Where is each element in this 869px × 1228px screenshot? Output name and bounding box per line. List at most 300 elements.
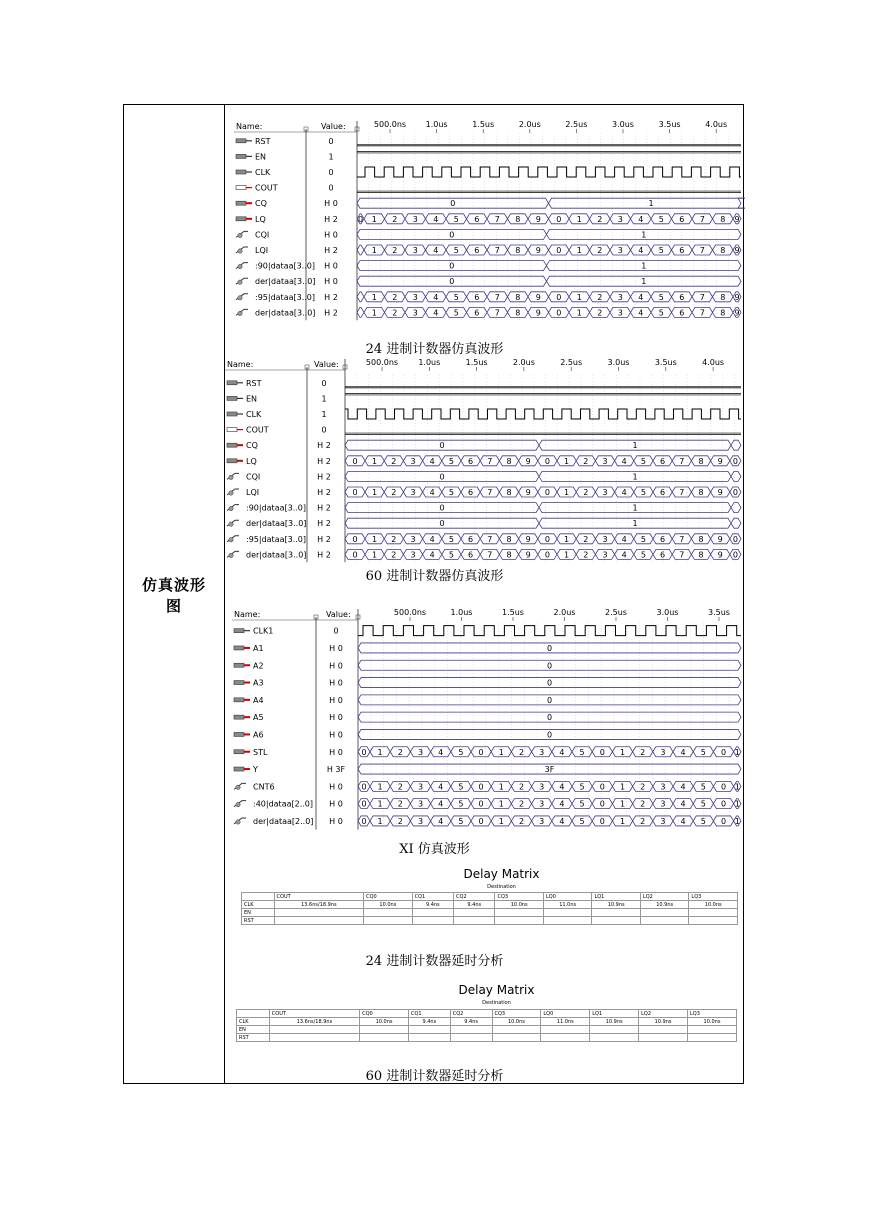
signal-value: H 2 <box>317 519 331 529</box>
svg-text:8: 8 <box>720 292 726 302</box>
signal-name: CQI <box>246 472 261 482</box>
signal-value: H 0 <box>329 695 343 705</box>
delay-matrix-row <box>237 1034 737 1042</box>
svg-text:4: 4 <box>621 550 627 560</box>
signal-name: A1 <box>253 643 264 653</box>
time-tick-label: 4.0us <box>702 358 725 367</box>
waveform-trace <box>357 144 741 146</box>
svg-text:5: 5 <box>640 550 646 560</box>
caption-wave-60: 60 进制计数器仿真波形 <box>365 569 504 584</box>
signal-value: H 2 <box>324 246 338 255</box>
svg-text:4: 4 <box>638 292 644 302</box>
waveform-trace <box>345 518 741 528</box>
column-header: LQ1 <box>590 1010 639 1018</box>
svg-text:2: 2 <box>640 799 646 809</box>
svg-text:4: 4 <box>433 246 439 255</box>
svg-text:4: 4 <box>438 782 444 792</box>
svg-text:0: 0 <box>439 503 445 513</box>
svg-text:2: 2 <box>597 308 603 318</box>
column-header: CQ3 <box>495 893 543 901</box>
svg-text:3: 3 <box>660 782 666 792</box>
svg-text:4: 4 <box>433 214 439 224</box>
signal-name: CQ <box>246 441 258 451</box>
svg-text:1: 1 <box>576 292 582 302</box>
column-header: CQ3 <box>492 1010 541 1018</box>
svg-text:6: 6 <box>474 246 480 255</box>
svg-text:5: 5 <box>658 214 664 224</box>
signal-name: LQ <box>255 214 266 224</box>
svg-text:6: 6 <box>660 550 666 560</box>
svg-text:1: 1 <box>564 550 570 560</box>
svg-text:1: 1 <box>372 456 378 466</box>
signal-name: CLK1 <box>253 626 274 636</box>
signal-name: CNT6 <box>253 782 275 792</box>
delay-matrix-subtitle-2: Destination <box>482 1000 511 1006</box>
signal-name: der|dataa[3..0] <box>246 550 307 560</box>
svg-text:3: 3 <box>539 816 545 826</box>
svg-text:0: 0 <box>544 456 550 466</box>
svg-text:7: 7 <box>487 456 493 466</box>
output-bus-icon <box>234 646 250 650</box>
svg-text:1: 1 <box>734 816 740 826</box>
signal-value: 1 <box>321 410 327 419</box>
svg-text:1: 1 <box>619 816 626 826</box>
waveform-trace <box>358 816 741 826</box>
time-tick-label: 1.5us <box>465 358 488 367</box>
time-tick-label: 1.0us <box>418 358 441 367</box>
svg-text:5: 5 <box>700 816 706 826</box>
time-tick-label: 2.0us <box>518 120 541 129</box>
time-tick-label: 3.0us <box>607 358 630 367</box>
buried-node-icon <box>234 783 246 789</box>
svg-text:2: 2 <box>518 782 525 792</box>
svg-text:1: 1 <box>372 488 378 497</box>
column-header: LQ2 <box>639 1010 688 1018</box>
svg-text:0: 0 <box>556 214 562 224</box>
time-tick-label: 3.0us <box>612 120 634 129</box>
svg-text:8: 8 <box>720 246 726 255</box>
signal-value: 0 <box>333 626 339 636</box>
report-table <box>123 104 744 1084</box>
signal-name: LQ <box>246 456 257 466</box>
delay-cell <box>590 1026 639 1034</box>
buried-node-icon <box>236 263 248 269</box>
delay-cell <box>274 909 364 917</box>
input-pin-icon <box>236 170 252 174</box>
signal-name: COUT <box>246 425 269 435</box>
svg-text:4: 4 <box>429 456 435 466</box>
waveform-trace <box>345 409 741 419</box>
svg-text:8: 8 <box>698 534 704 544</box>
buried-node-icon <box>227 551 239 557</box>
wave1-svg <box>224 105 745 340</box>
svg-text:3: 3 <box>410 534 416 544</box>
input-pin-icon <box>236 139 252 143</box>
waveform-trace <box>358 712 741 722</box>
row-label-text: 仿真波形 图 <box>141 576 206 615</box>
svg-text:8: 8 <box>515 292 521 302</box>
delay-cell: 9.4ns <box>454 901 495 909</box>
time-tick-label: 2.5us <box>605 608 627 617</box>
waveform-trace <box>358 729 741 739</box>
waveform-trace <box>357 229 741 239</box>
delay-cell: RST <box>237 1034 270 1042</box>
svg-text:4: 4 <box>638 308 644 318</box>
svg-text:2: 2 <box>583 488 589 497</box>
svg-text:2: 2 <box>640 782 646 792</box>
svg-text:8: 8 <box>698 488 704 497</box>
svg-text:9: 9 <box>717 488 723 497</box>
svg-text:7: 7 <box>679 534 685 544</box>
svg-text:0: 0 <box>478 816 484 826</box>
svg-text:1: 1 <box>641 277 647 287</box>
svg-text:5: 5 <box>658 246 664 255</box>
delay-cell: 10.0ns <box>364 901 412 909</box>
svg-text:3: 3 <box>660 816 666 826</box>
input-pin-icon <box>227 381 243 385</box>
svg-text:7: 7 <box>487 488 493 497</box>
signal-value: H 2 <box>317 441 331 451</box>
signal-name: :95|dataa[3..0] <box>246 534 306 544</box>
buried-node-icon <box>236 309 248 315</box>
svg-text:0: 0 <box>361 799 367 809</box>
svg-text:3: 3 <box>539 747 545 757</box>
column-header: CQ1 <box>412 893 453 901</box>
svg-text:7: 7 <box>699 292 705 302</box>
svg-text:0: 0 <box>544 550 550 560</box>
svg-text:8: 8 <box>506 550 512 560</box>
waveform-panel-60 <box>224 355 745 565</box>
time-tick-label: 3.5us <box>708 608 730 617</box>
signal-value: H 2 <box>324 292 338 302</box>
svg-text:3: 3 <box>410 488 416 497</box>
svg-text:3: 3 <box>539 782 545 792</box>
delay-cell: 10.0ns <box>492 1018 541 1026</box>
svg-text:1: 1 <box>498 816 504 826</box>
delay-cell: EN <box>242 909 275 917</box>
signal-value: H 2 <box>317 472 331 482</box>
waveform-trace <box>358 626 741 636</box>
buried-node-icon <box>236 247 248 253</box>
waveform-trace <box>357 198 745 208</box>
delay-cell <box>541 1034 590 1042</box>
signal-value: H 0 <box>329 678 343 688</box>
signal-value: 1 <box>328 152 334 162</box>
svg-text:4: 4 <box>559 799 565 809</box>
svg-text:0: 0 <box>352 534 358 544</box>
svg-text:9: 9 <box>535 246 541 255</box>
signal-value: H 0 <box>329 730 343 740</box>
svg-text:6: 6 <box>468 456 474 466</box>
time-tick-label: 500.0ns <box>373 120 407 129</box>
svg-text:8: 8 <box>698 456 704 466</box>
svg-text:4: 4 <box>621 534 627 544</box>
svg-text:1: 1 <box>498 799 504 809</box>
delay-cell: 9.4ns <box>412 901 453 909</box>
svg-text:3: 3 <box>417 799 424 809</box>
delay-cell: 11.0ns <box>541 1018 590 1026</box>
delay-cell <box>640 909 688 917</box>
delay-matrix-title-1: Delay Matrix <box>463 867 540 881</box>
svg-text:1: 1 <box>632 441 638 451</box>
svg-text:0: 0 <box>357 214 364 224</box>
svg-text:5: 5 <box>453 308 459 318</box>
wave2-svg <box>224 355 745 565</box>
svg-text:0: 0 <box>546 678 553 688</box>
svg-text:0: 0 <box>556 246 562 255</box>
signal-name: CLK <box>255 168 271 177</box>
svg-text:2: 2 <box>583 456 589 466</box>
signal-value: H 0 <box>324 199 338 209</box>
svg-text:0: 0 <box>449 230 455 240</box>
delay-cell <box>640 917 688 925</box>
delay-cell: CLK <box>237 1018 270 1026</box>
column-header: COUT <box>269 1010 359 1018</box>
buried-node-icon <box>227 505 239 511</box>
svg-text:0: 0 <box>732 534 738 544</box>
svg-text:0: 0 <box>732 550 738 560</box>
delay-cell <box>269 1034 359 1042</box>
signal-value: H 0 <box>329 661 343 671</box>
svg-text:5: 5 <box>700 799 706 809</box>
signal-value: 0 <box>321 425 327 435</box>
delay-cell <box>450 1034 492 1042</box>
svg-text:0: 0 <box>361 782 367 792</box>
svg-text:5: 5 <box>448 456 454 466</box>
delay-cell <box>543 909 591 917</box>
signal-name: :90|dataa[3..0] <box>255 261 315 271</box>
svg-text:3: 3 <box>660 799 666 809</box>
delay-cell <box>543 917 591 925</box>
time-tick-label: 4.0us <box>705 120 728 129</box>
column-header: LQ1 <box>592 893 640 901</box>
signal-value: H 2 <box>324 308 338 318</box>
signal-name: COUT <box>255 183 278 193</box>
caption-delay-60: 60 进制计数器延时分析 <box>365 1069 504 1084</box>
svg-text:2: 2 <box>518 747 525 757</box>
svg-text:5: 5 <box>579 799 585 809</box>
signal-name: CQI <box>255 230 270 240</box>
waveform-trace <box>358 695 741 705</box>
delay-cell: 13.6ns/18.9ns <box>274 901 364 909</box>
waveform-trace <box>357 151 741 153</box>
name-column-header: Name: <box>236 122 263 131</box>
svg-text:2: 2 <box>397 816 403 826</box>
svg-text:8: 8 <box>506 534 512 544</box>
svg-text:0: 0 <box>546 643 553 653</box>
svg-text:5: 5 <box>458 782 464 792</box>
svg-text:3: 3 <box>602 456 608 466</box>
delay-cell <box>639 1034 688 1042</box>
waveform-trace <box>345 393 741 395</box>
svg-text:0: 0 <box>546 695 553 705</box>
column-header: COUT <box>274 893 364 901</box>
svg-text:8: 8 <box>698 550 704 560</box>
svg-text:4: 4 <box>429 534 435 544</box>
svg-text:4: 4 <box>438 816 444 826</box>
name-column-header: Name: <box>227 360 254 369</box>
signal-value: 0 <box>328 136 334 146</box>
svg-text:5: 5 <box>458 747 464 757</box>
time-tick-label: 1.0us <box>425 120 448 129</box>
column-header: LQ0 <box>543 893 591 901</box>
svg-text:1: 1 <box>372 550 378 560</box>
buried-node-icon <box>227 489 239 495</box>
svg-text:1: 1 <box>564 534 570 544</box>
buried-node-icon <box>236 231 248 237</box>
svg-text:3: 3 <box>539 799 545 809</box>
delay-cell <box>688 1026 737 1034</box>
caption-wave-xi: XI 仿真波形 <box>399 842 470 857</box>
svg-text:1: 1 <box>632 519 638 529</box>
svg-text:6: 6 <box>679 246 685 255</box>
svg-text:2: 2 <box>583 534 589 544</box>
svg-text:7: 7 <box>699 308 705 318</box>
svg-text:4: 4 <box>433 292 439 302</box>
svg-text:0: 0 <box>546 713 553 723</box>
signal-name: :90|dataa[3..0] <box>246 503 306 513</box>
delay-cell <box>689 917 738 925</box>
svg-text:4: 4 <box>438 799 444 809</box>
svg-text:8: 8 <box>506 488 512 497</box>
signal-value: H 2 <box>324 214 338 224</box>
svg-text:1: 1 <box>371 214 377 224</box>
svg-text:4: 4 <box>638 214 644 224</box>
signal-name: STL <box>253 747 268 757</box>
svg-text:3: 3 <box>417 782 424 792</box>
svg-text:3: 3 <box>412 308 418 318</box>
waveform-trace <box>345 549 741 559</box>
svg-text:0: 0 <box>732 456 738 466</box>
buried-node-icon <box>236 278 248 284</box>
svg-text:8: 8 <box>515 214 521 224</box>
svg-text:5: 5 <box>448 534 454 544</box>
signal-value: H 3F <box>326 765 346 775</box>
waveform-trace <box>358 660 741 670</box>
svg-text:3: 3 <box>410 550 416 560</box>
svg-text:5: 5 <box>700 782 706 792</box>
svg-text:8: 8 <box>515 246 521 255</box>
svg-text:0: 0 <box>599 816 605 826</box>
signal-value: H 0 <box>329 643 343 653</box>
delay-cell: 10.0ns <box>495 901 543 909</box>
signal-value: H 0 <box>329 713 343 723</box>
waveform-trace <box>357 167 741 177</box>
svg-text:3: 3 <box>412 246 418 255</box>
svg-text:2: 2 <box>392 246 398 255</box>
delay-cell <box>269 1026 359 1034</box>
svg-text:5: 5 <box>453 292 459 302</box>
time-tick-label: 1.0us <box>450 608 473 617</box>
signal-name: CQ <box>255 199 267 209</box>
signal-value: H 0 <box>324 230 338 240</box>
output-bus-icon <box>234 663 250 667</box>
svg-text:7: 7 <box>487 550 493 560</box>
delay-cell: 10.9ns <box>590 1018 639 1026</box>
output-bus-icon <box>236 217 252 221</box>
svg-text:9: 9 <box>535 214 541 224</box>
delay-cell <box>639 1026 688 1034</box>
signal-value: H 2 <box>317 488 331 497</box>
svg-text:5: 5 <box>453 246 459 255</box>
column-header: LQ3 <box>688 1010 737 1018</box>
column-header <box>242 893 275 901</box>
time-tick-label: 500.0ns <box>365 358 399 367</box>
delay-cell <box>592 917 640 925</box>
svg-text:5: 5 <box>640 456 646 466</box>
svg-text:2: 2 <box>397 799 403 809</box>
svg-text:1: 1 <box>371 246 377 255</box>
delay-matrix-row <box>242 901 738 909</box>
svg-text:6: 6 <box>468 488 474 497</box>
svg-text:6: 6 <box>468 550 474 560</box>
svg-text:6: 6 <box>660 534 666 544</box>
waveform-trace <box>357 307 741 317</box>
svg-text:7: 7 <box>494 308 500 318</box>
svg-text:2: 2 <box>391 488 397 497</box>
svg-text:3F: 3F <box>544 765 555 775</box>
time-tick-label: 2.5us <box>565 120 588 129</box>
svg-text:1: 1 <box>576 308 582 318</box>
svg-text:5: 5 <box>458 816 464 826</box>
svg-text:1: 1 <box>377 782 383 792</box>
svg-text:0: 0 <box>544 534 550 544</box>
delay-matrix-row <box>242 909 738 917</box>
svg-text:3: 3 <box>417 747 424 757</box>
svg-text:3: 3 <box>410 456 416 466</box>
time-tick-label: 1.5us <box>502 608 524 617</box>
svg-text:6: 6 <box>679 308 685 318</box>
delay-matrix-table-2 <box>236 1009 737 1042</box>
svg-text:1: 1 <box>377 799 383 809</box>
svg-text:0: 0 <box>450 199 456 209</box>
delay-cell <box>454 917 495 925</box>
svg-text:2: 2 <box>597 214 603 224</box>
delay-cell: 9.4ns <box>408 1018 450 1026</box>
delay-cell <box>408 1034 450 1042</box>
output-bus-icon <box>234 715 250 719</box>
svg-text:0: 0 <box>599 747 605 757</box>
caption-delay-24: 24 进制计数器延时分析 <box>365 954 504 969</box>
svg-text:5: 5 <box>579 782 585 792</box>
svg-text:6: 6 <box>474 214 480 224</box>
buried-node-icon <box>236 294 248 300</box>
svg-text:2: 2 <box>640 747 646 757</box>
svg-text:2: 2 <box>518 799 525 809</box>
value-column-header: Value: <box>314 360 339 369</box>
svg-text:9: 9 <box>734 292 740 302</box>
svg-text:6: 6 <box>679 214 685 224</box>
svg-text:7: 7 <box>699 246 705 255</box>
delay-cell <box>688 1034 737 1042</box>
delay-cell: 10.0ns <box>688 1018 737 1026</box>
waveform-trace <box>358 781 741 791</box>
svg-text:3: 3 <box>602 534 608 544</box>
output-bus-icon <box>234 767 250 771</box>
waveform-trace <box>358 799 741 809</box>
svg-text:9: 9 <box>535 292 541 302</box>
signal-value: H 0 <box>329 747 343 757</box>
svg-text:1: 1 <box>734 782 740 792</box>
svg-text:4: 4 <box>680 782 686 792</box>
delay-cell: 10.0ns <box>360 1018 409 1026</box>
signal-name: RST <box>255 136 271 146</box>
svg-text:0: 0 <box>439 472 445 482</box>
svg-text:9: 9 <box>525 534 531 544</box>
signal-name: Y <box>253 765 258 775</box>
delay-cell: 9.4ns <box>450 1018 492 1026</box>
svg-text:8: 8 <box>720 308 726 318</box>
